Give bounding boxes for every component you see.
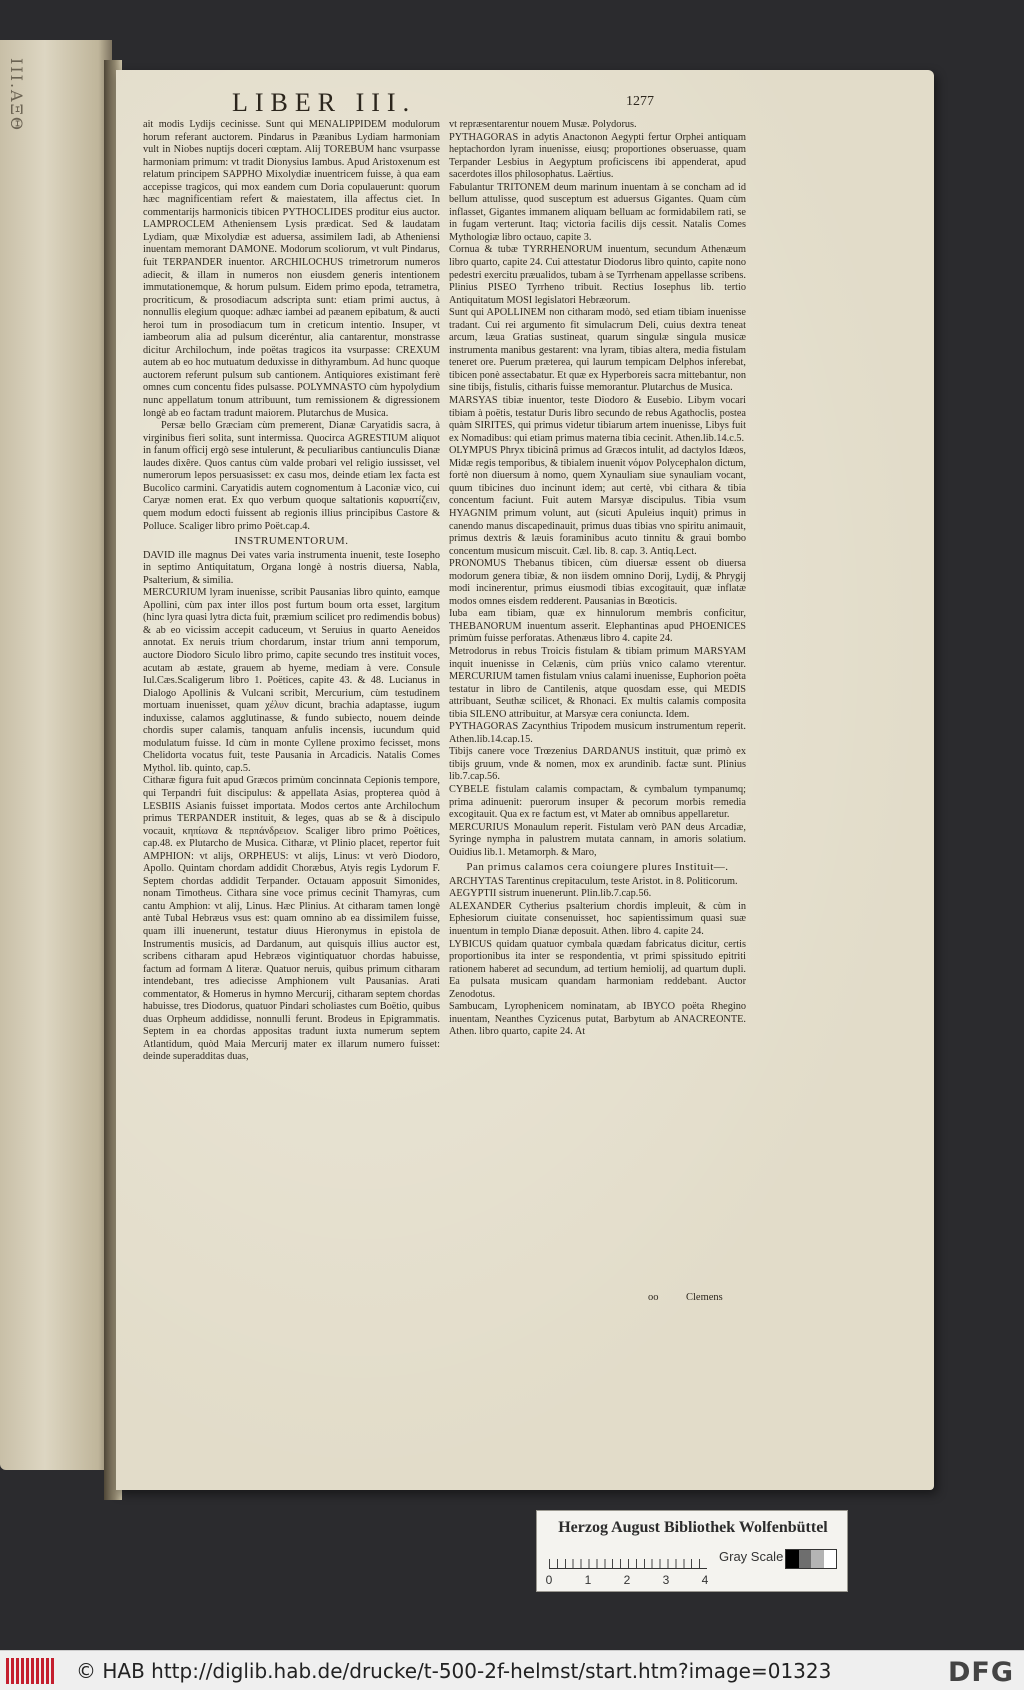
verse-line: Pan primus calamos cera coiungere plures Instituit—. bbox=[466, 861, 729, 874]
right-text-column bbox=[449, 119, 746, 1039]
paragraph: Fabulantur TRITONEM deum marinum inuentam à se concham ad id bellum attulisse, quod susceptum est aduersus Gigantes. Quam cùm inflasset, Gigantes immanem aliquam belluam ac formidabilem rati, se in fugam verterunt. Itaq; victoria facilis dijs cessit. Natalis Comes Mythologiæ libro octauo, capite 3. bbox=[449, 181, 746, 243]
paragraph: DAVID ille magnus Dei vates varia instrumenta inuenit, teste Iosepho in septimo Antiquitatum, Organa longè à nostris diuersa, Nabla, Psalterium, & similia. bbox=[143, 549, 440, 586]
scale-card-title: Herzog August Bibliothek Wolfenbüttel bbox=[558, 1519, 828, 1536]
paragraph: PYTHAGORAS in adytis Anactonon Aegypti fertur Orphei antiquam heptachordon lyram inuenisse, eiusq; proportiones obseruasse, quam Terpander Lesbius in Aegyptum proficiscens ibi appenderat, apud sacerdotes illos philosophatus. Laërtius. bbox=[449, 131, 746, 181]
paragraph: PRONOMUS Thebanus tibicen, cùm diuersæ essent ob diuersa modorum genera tibiæ, & non iisdem omnino Dorij, Lydij, & Phrygij modi incinerentur, primus eiusmodi tibias excogitauit, quæ inflatæ modos omnes eisdem redderent. Pausanias in Bœoticis. bbox=[449, 558, 746, 607]
dfg-logo: DFG bbox=[947, 1657, 1014, 1688]
footer-url[interactable]: © HAB http://diglib.hab.de/drucke/t-500-2f-helmst/start.htm?image=01323 bbox=[76, 1658, 832, 1683]
scale-card bbox=[536, 1510, 848, 1592]
paragraph: ait modis Lydijs cecinisse. Sunt qui MENALIPPIDEM modulorum horum referant auctorem. Pindarus in Pæanibus Lydiam harmoniam vult in Niobes nuptijs doceri cœptam. Alij TOREBUM hanc vsurpasse harmoniam primum: vt tradit Dionysius Iambus. Apud Aristoxenum est relatum principem SAPPHO Mixolydiæ inuentricem fuisse, à qua eam accepisse tragicos, qui mox eandem cum Doria copulauerunt: quorum hæc magnificentiam refert & maiestatem, illa affectus ciet. In commentarijs harmonicis tibicen PYTHOCLIDES proditur eius auctor. LAMPROCLEM Atheniensem Lysis prædicat. Sed & laudatam Lydiam, quæ Mixolydiæ est aduersa, assimilem Iadi, ab Atheniensi inuentam memorant DAMONE. Modorum scoliorum, vt vult Pindarus, fuit TERPANDER inuentor. ARCHILOCHUS trimetrorum numeros adiecit, & illam in numeros non eiusdem generis intentionem immutationemque, & horum pulsum. Eidem primo epoda, tetrametra, procriticum, & prosodiacum adscripta sunt: etiam primi auctus, à nonnullis elegium quoque: adhæc iambei ad pæanem epibatum, & aucti heroi tum in prosodiacum tum in creticum intentio. Insuper, vt iambeorum alia ad pulsum diceréntur, alia cantarentur, monstrasse dicitur Archilochum, inde poëtas tragicos ita vsurpasse: CREXUM autem ab eo hoc mutuatum deduxisse in dithyrambum. Ad hunc quoque auctorem referunt pulsum sub cantionem. Antiquiores existimant ferè omnes cum concentu fides pulsasse. POLYMNASTO cùm hypolydium nunc appellatum tonum attribuunt, tum remissionem & digressionem longè ab eo factam tradunt maiorem. Plutarchus de Musica. bbox=[143, 119, 440, 419]
paragraph: CYBELE fistulam calamis compactam, & cymbalum tympanumq; prima adinuenit: puerorum insuper & pecorum morbis remedia excogitauit. Qua ex re factum est, vt Mater ab omnibus appellaretur. bbox=[449, 783, 746, 821]
paragraph: PYTHAGORAS Zacynthius Tripodem musicum instrumentum reperit. Athen.lib.14.cap.15. bbox=[449, 721, 746, 745]
barcode-icon bbox=[6, 1656, 54, 1686]
footer-bar bbox=[0, 1650, 1024, 1690]
section-heading: INSTRUMENTORUM. bbox=[234, 535, 349, 548]
gray-scale-label: Gray Scale bbox=[719, 1549, 784, 1564]
paragraph: AEGYPTII sistrum inuenerunt. Plin.lib.7.cap.56. bbox=[449, 888, 652, 900]
ruler-number: 2 bbox=[623, 1573, 631, 1587]
page-number: 1277 bbox=[626, 94, 654, 109]
paragraph: LYBICUS quidam quatuor cymbala quædam fabricatus dicitur, certis proportionibus ita inter se respondentia, vt primi spissitudo epitriti rationem haberet ad secundum, ad tertium hemiolij, ad quartum dupli. Ea pulsata musicam quandam harmoniam reddebant. Auctor Zenodotus. bbox=[449, 938, 746, 1000]
gray-swatch bbox=[824, 1550, 837, 1568]
paragraph: Sambucam, Lyrophenicem nominatam, ab IBYCO poëta Rhegino inuentam, Neanthes Cyzicenus putat, Barbytum ab ANACREONTE. Athen. libro quarto, capite 24. At bbox=[449, 1001, 746, 1038]
paragraph: Metrodorus in rebus Troicis fistulam & tibiam primum MARSYAM inquit inuenisse in Celænis, cùm priùs vnico calamo vterentur. MERCURIUM tamen fistulam vnius calami inuenisse, Euphorion poëta testatur in libro de Cantilenis, atque quosdam esse, qui MEDIS attribuant, Seuthæ scilicet, & Rhonaci. Ex multis calamis composita tibia SILENO attribuitur, at Marsyæ cera coniuncta. Idem. bbox=[449, 645, 746, 720]
paragraph: Cornua & tubæ TYRRHENORUM inuentum, secundum Athenæum libro quarto, capite 24. Cui attestatur Diodorus libro quinto, capite nono pedestri exercitu præualidos, tubam à se Tyrrhenam appellasse scribens. Plinius PISEO Tyrrheno tribuit. Rectius Iosephus lib. tertio Antiquitatum MOSI legislatori Hebræorum. bbox=[449, 244, 746, 306]
ruler-number: 4 bbox=[701, 1573, 709, 1587]
gray-swatch bbox=[799, 1550, 812, 1568]
running-head: LIBER III. bbox=[232, 88, 417, 117]
ruler-number: 3 bbox=[662, 1573, 670, 1587]
paragraph: Persæ bello Græciam cùm premerent, Dianæ Caryatidis sacra, à virginibus fieri solita, sunt intermissa. Quocirca AGRESTIUM aliquot in fanum officij ergò sese intulerunt, & peculiaribus cantiunculis Dianæ laudes dixêre. Quos cantus cùm valde probari vel religio iussisset, vel numerorum lepos persuasisset: ex casu mos, deinde etiam lex facta est Bucolico carmini. Caryatidis autem cognomentum à Laconiæ vico, cui Caryæ nomen erat. Ex quo verbum quoque saltationis καρυατίζειν, quem modum edocti fuissent ab regionis illius principibus Castore & Polluce. Scaliger libro primo Poët.cap.4. bbox=[143, 420, 440, 532]
paragraph: Citharæ figura fuit apud Græcos primùm concinnata Cepionis tempore, qui Terpandri fuit discipulus: & appellata Asias, propterea quòd à LESBIIS Asianis fuisset importata. Modos certos ante Archilochum primus TERPANDER instituit, & leges, quas ab se & à discipulo vocauit, κηπίωνα & περπάνδρειον. Scaliger libro primo Poëtices, cap.48. ex Plutarcho de Musica. Citharæ, vt Plinio placet, repertor fuit AMPHION: vt alijs, ORPHEUS: vt alijs, Linus: vt verò Diodoro, Apollo. Quintam chordam addidit Choræbus, Atyis regis Lydorum F. Septem chordas addidit Terpander. Octauam apposuit Simonides, nonam Timotheus. Cithara sine voce primus cecinit Thamyras, cum cantu Amphion: vt alij, Linus. Hæc Plinius. At citharam tamen longè antè Tubal Hebræus vsus est: quam omnino ab ea dissimilem fuisse, quam illi inuenerunt, testatur diuus Hieronymus in epistola de Instrumentis musicis, ad Dardanum, aut quisquis illius auctor est, scribens citharam apud Hebræos vigintiquatuor chordas habuisse, factum ad formam Δ literæ. Quatuor neruis, quibus primum citharam intendebant, tres adiecisse Amphionem vult Pausanias. Arati commentator, & Homerus in hymno Mercurij, citharam septem chordas habuisse, tres Diodorus, quatuor Pindari scholiastes cum Boëtio, quibus duas Orpheum addidisse, nonnulli ferunt. Brodeus in Epigrammatis. Septem in ea chordas appositas tradunt iuxta numerum septem Atlantidum, quòd Maia Mercurij mater ex illarum numero fuisset: deinde superadditas duas, bbox=[143, 775, 440, 1063]
signature-mark: oo bbox=[648, 1292, 659, 1303]
left-text-column bbox=[143, 119, 440, 1064]
ruler-number: 0 bbox=[545, 1573, 553, 1587]
paragraph: MERCURIUM lyram inuenisse, scribit Pausanias libro quinto, eamque Apollini, cùm pax inter illos post furtum boum orta esset, largitum (hinc lyra quasi lytra dicta fuit, præmium scilicet pro redimendis bobus) & ab eo vicissim accepit caduceum, vt Seruius in quarto Aeneidos annotat. Ex neruis trium chordarum, instar trium anni temporum, auctore Diodoro Siculo libro primo, capite secundo tres instituit voces, acutam ab æstate, grauem ab hyeme, mediam à vere. Consule Iul.Cæs.Scaligerum libro 1. Poëtices, capite 43. & 48. Lucianus in Dialogo Apollinis & Vulcani scribit, Mercurium, cùm testudinem mortuam inuenisset, quam χέλυν dicunt, brachia adaptasse, iugum induxisse, calamos agglutinasse, & fundo subiecto, nouem deinde chordis super calamis, tanquam anfulis incensis, iucundum quid modulatum fuisse. Id cùm in monte Cyllene proximo fecisset, mons Chelidorta vocatus fuit, teste Pausania in Arcadicis. Natalis Comes Mythol. lib. quinto, cap.5. bbox=[143, 587, 440, 774]
paragraph: ALEXANDER Cytherius psalterium chordis impleuit, & cùm in Ephesiorum ciuitate consenuisset, hoc sapientissimum quasi suæ inuentum in templo Dianæ deposuit. Athen. libro 4. capite 24. bbox=[449, 900, 746, 937]
paragraph: vt repræsentarentur nouem Musæ. Polydorus. bbox=[449, 119, 637, 130]
gray-scale-swatches bbox=[785, 1549, 837, 1569]
gray-swatch bbox=[811, 1550, 824, 1568]
paragraph: OLYMPUS Phryx tibicinâ primus ad Græcos intulit, ad dactylos Idæos, Midæ regis temporibus, & tibialem inuenit νόμον Polycephalon dictum, fortè non diuersum à nomo, quem Xynauliam siue synauliam vocant, quum tibicines duo incinunt idem; aut certè, vbi cithara & tibia concentum faciunt. Fuit autem Marsyæ discipulus. Tibia vsum HYAGNIM primum volunt, aut (sicuti Apuleius inquit) primus in canendo manus discapedinauit, primus duas tibias vno spiritu animauit, primus dextris & læuis foraminibus acuto tinnitu & graui bombo concentum musicum miscuit. Cæl. lib. 8. cap. 3. Antiq.Lect. bbox=[449, 445, 746, 557]
ruler bbox=[549, 1547, 707, 1569]
paragraph: MARSYAS tibiæ inuentor, teste Diodoro & Eusebio. Libym vocari tibiam à poëtis, testatur Duris libro secundo de rebus Agathoclis, postea quàm SIRITES, qui primus videtur tibiarum artem inuenisse, Libys fuit ex Nomadibus: qui etiam primus materna tibia cecinit. Athen.lib.14.c.5. bbox=[449, 395, 746, 444]
paragraph: MERCURIUS Monaulum reperit. Fistulam verò PAN deus Arcadiæ, Syringe nympha in palustrem mutata cannam, in amoris solatium. Ouidius lib.1. Metamorph. & Maro, bbox=[449, 821, 746, 858]
paragraph: ARCHYTAS Tarentinus crepitaculum, teste Aristot. in 8. Politicorum. bbox=[449, 875, 738, 887]
catchword: Clemens bbox=[686, 1292, 723, 1303]
previous-page-edge bbox=[0, 40, 112, 1470]
ruler-number: 1 bbox=[584, 1573, 592, 1587]
paragraph: Sunt qui APOLLINEM non citharam modò, sed etiam tibiam inuenisse tradant. Cui rei argumento fit simulacrum Deli, cuius dextra teneat arcum, læua Gratias sustineat, quarum singulæ singula musicæ instrumenta manibus gestarent: vna lyram, tibias altera, media fistulam teneret ore. Puerum præterea, qui laurum tempicam Delphos inferebat, tibicen ponè assectabatur. Et quæ ex Hyperboreis sacra mittebantur, non sine tibijs, fistulis, citharis fuisse memorantur. Plutarchus de Musica. bbox=[449, 307, 746, 394]
gray-swatch bbox=[786, 1550, 799, 1568]
previous-page-marks: ΙΙΙ.ΑΞΘ bbox=[7, 58, 26, 132]
paragraph: Iuba eam tibiam, quæ ex hinnulorum membris conficitur, THEBANORUM inuentum asserit. Elephantinas apud PHOENICES primùm fuisse perforatas. Athenæus libro 4. capite 24. bbox=[449, 608, 746, 645]
paragraph: Tibijs canere voce Trœzenius DARDANUS instituit, quæ primò ex tibijs gruum, vnde & nomen, mox ex arundinib. factæ sunt. Plinius lib.7.cap.56. bbox=[449, 746, 746, 783]
